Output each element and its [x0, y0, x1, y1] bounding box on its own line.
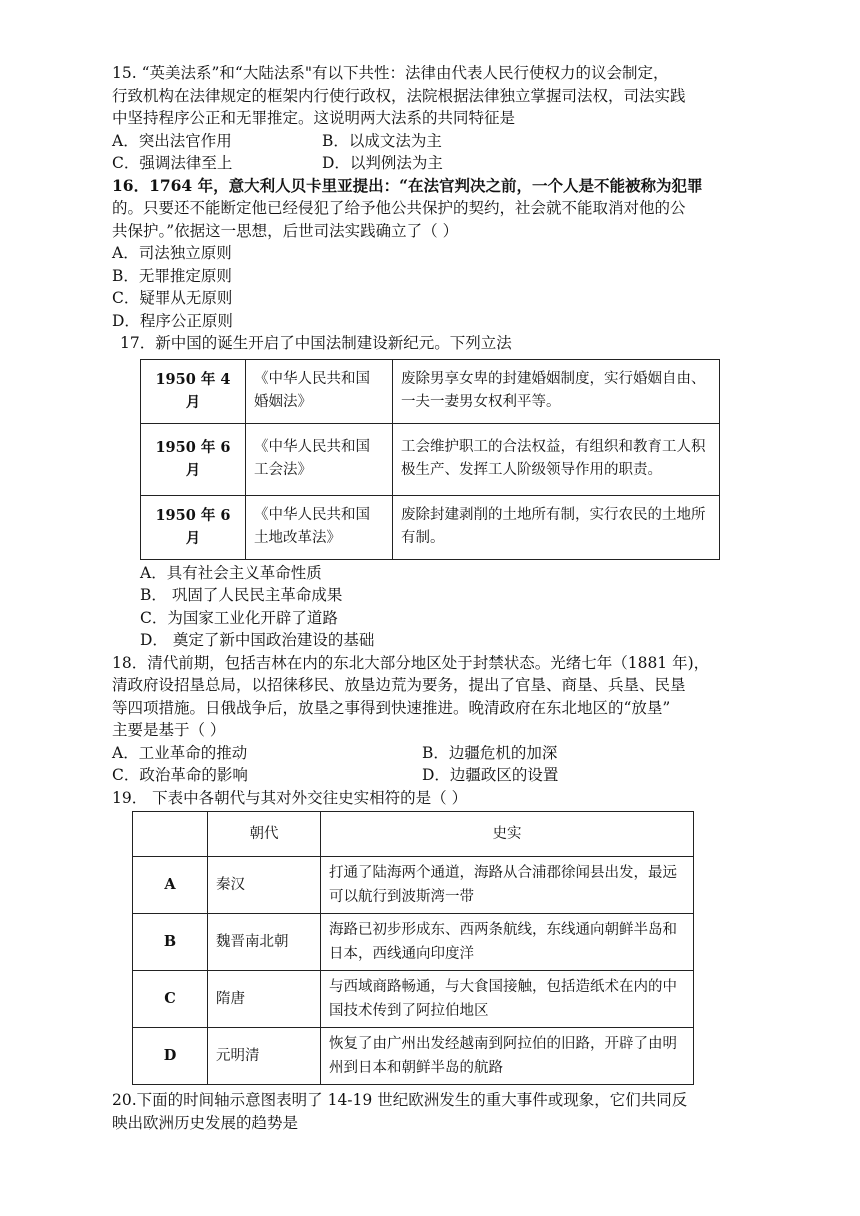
q15-option-b[interactable]: B．以成文法为主: [322, 131, 442, 150]
q19-row-b-key: B: [133, 914, 208, 971]
q19-row-c-dynasty: 隋唐: [208, 971, 321, 1028]
q18-options-row-2: [112, 764, 752, 787]
q17-row-3-date: 1950 年 6 月: [141, 495, 246, 559]
q17-stem: 17．新中国的诞生开启了中国法制建设新纪元。下列立法: [120, 334, 512, 352]
q19-row-c-key: C: [133, 971, 208, 1028]
q19-header-fact: 史实: [321, 812, 694, 857]
q17-row-1-content: 废除男享女卑的封建婚姻制度，实行婚姻自由、一夫一妻男女权利平等。: [393, 359, 720, 423]
q19-row-d-key: D: [133, 1028, 208, 1085]
q17-row-1-date: 1950 年 4 月: [141, 359, 246, 423]
q16-stem-line-3: 共保护。”依据这一思想，后世司法实践确立了（ ）: [112, 221, 459, 240]
question-20: [112, 1089, 752, 1134]
q19-header-blank: [133, 812, 208, 857]
question-16: [112, 175, 752, 333]
q15-option-c[interactable]: C．强调法律至上: [112, 154, 233, 172]
q16-option-d[interactable]: D．程序公正原则: [112, 311, 233, 330]
q17-option-c[interactable]: C．为国家工业化开辟了道路: [140, 608, 338, 627]
q20-stem-line-2: 映出欧洲历史发展的趋势是: [112, 1113, 299, 1132]
q17-law-table: [140, 359, 720, 560]
exam-page: [112, 62, 752, 1134]
q18-option-a[interactable]: A．工业革命的推动: [112, 743, 248, 762]
q17-option-d[interactable]: D． 奠定了新中国政治建设的基础: [140, 631, 375, 649]
q19-row-d-dynasty: 元明清: [208, 1028, 321, 1085]
q20-stem-line-1: 20.下面的时间轴示意图表明了 14-19 世纪欧洲发生的重大事件或现象，它们共同反: [112, 1091, 688, 1109]
q17-row-2-date: 1950 年 6 月: [141, 423, 246, 495]
q18-stem-line-3: 等四项措施。日俄战争后，放垦之事得到快速推进。晚清政府在东北地区的“放垦”: [112, 698, 671, 717]
question-15: [112, 62, 752, 175]
q17-row-1-law: 《中华人民共和国婚姻法》: [246, 359, 393, 423]
q16-option-b[interactable]: B．无罪推定原则: [112, 266, 232, 285]
q19-row-a-dynasty: 秦汉: [208, 857, 321, 914]
table-row: [141, 423, 720, 495]
q17-option-b[interactable]: B． 巩固了人民民主革命成果: [140, 586, 343, 604]
q15-stem-line-1: 15. “英美法系”和“大陆法系"有以下共性：法律由代表人民行使权力的议会制定，: [112, 64, 669, 82]
q15-options-row-1: [112, 130, 752, 153]
q18-option-c[interactable]: C．政治革命的影响: [112, 766, 248, 784]
q15-stem-line-3: 中坚持程序公正和无罪推定。这说明两大法系的共同特征是: [112, 109, 516, 127]
q19-row-b-dynasty: 魏晋南北朝: [208, 914, 321, 971]
q16-option-c[interactable]: C．疑罪从无原则: [112, 289, 233, 307]
q16-stem-line-1: 16．1764 年，意大利人贝卡里亚提出：“在法官判决之前，一个人是不能被称为犯罪: [112, 175, 703, 195]
table-row: [133, 857, 694, 914]
q17-option-a[interactable]: A．具有社会主义革命性质: [140, 563, 322, 582]
q19-row-d-fact: 恢复了由广州出发经越南到阿拉伯的旧路，开辟了由明州到日本和朝鲜半岛的航路: [321, 1028, 694, 1085]
q15-option-d[interactable]: D．以判例法为主: [322, 154, 443, 172]
q18-stem-line-4: 主要是基于（ ）: [112, 721, 226, 739]
question-19: [112, 787, 752, 1086]
table-row: [141, 359, 720, 423]
q17-row-3-content: 废除封建剥削的土地所有制，实行农民的土地所有制。: [393, 495, 720, 559]
table-row: [133, 971, 694, 1028]
q16-option-a[interactable]: A．司法独立原则: [112, 244, 232, 262]
q19-header-dynasty: 朝代: [208, 812, 321, 857]
q15-stem-line-2: 行致机构在法律规定的框架内行使行政权，法院根据法律独立掌握司法权，司法实践: [112, 86, 686, 105]
q17-row-2-law: 《中华人民共和国工会法》: [246, 423, 393, 495]
q19-dynasty-table: [132, 811, 694, 1085]
q19-row-b-fact: 海路已初步形成东、西两条航线，东线通向朝鲜半岛和日本，西线通向印度洋: [321, 914, 694, 971]
question-17: [112, 332, 752, 652]
q18-options-row-1: [112, 742, 752, 765]
table-row: [133, 1028, 694, 1085]
q19-stem: 19． 下表中各朝代与其对外交往史实相符的是（ ）: [112, 788, 468, 807]
q19-row-a-fact: 打通了陆海两个通道，海路从合浦郡徐闻县出发，最远可以航行到波斯湾一带: [321, 857, 694, 914]
table-row: [141, 495, 720, 559]
q18-stem-line-1: 18．清代前期，包括吉林在内的东北大部分地区处于封禁状态。光绪七年（1881 年)，: [112, 653, 710, 672]
q18-option-d[interactable]: D．边疆政区的设置: [422, 766, 559, 784]
q15-option-a[interactable]: A．突出法官作用: [112, 131, 232, 150]
q18-stem-line-2: 清政府设招垦总局，以招徕移民、放垦边荒为要务，提出了官垦、商垦、兵垦、民垦: [112, 676, 686, 694]
q17-row-2-content: 工会维护职工的合法权益，有组织和教育工人积极生产、发挥工人阶级领导作用的职责。: [393, 423, 720, 495]
question-18: [112, 652, 752, 787]
q17-row-3-law: 《中华人民共和国土地改革法》: [246, 495, 393, 559]
table-row: [133, 914, 694, 971]
q15-options-row-2: [112, 152, 752, 175]
table-header-row: [133, 812, 694, 857]
q18-option-b[interactable]: B．边疆危机的加深: [422, 743, 558, 762]
q19-row-a-key: A: [133, 857, 208, 914]
q19-row-c-fact: 与西域商路畅通，与大食国接触，包括造纸术在内的中国技术传到了阿拉伯地区: [321, 971, 694, 1028]
q16-stem-line-2: 的。只要还不能断定他已经侵犯了给予他公共保护的契约，社会就不能取消对他的公: [112, 199, 686, 217]
